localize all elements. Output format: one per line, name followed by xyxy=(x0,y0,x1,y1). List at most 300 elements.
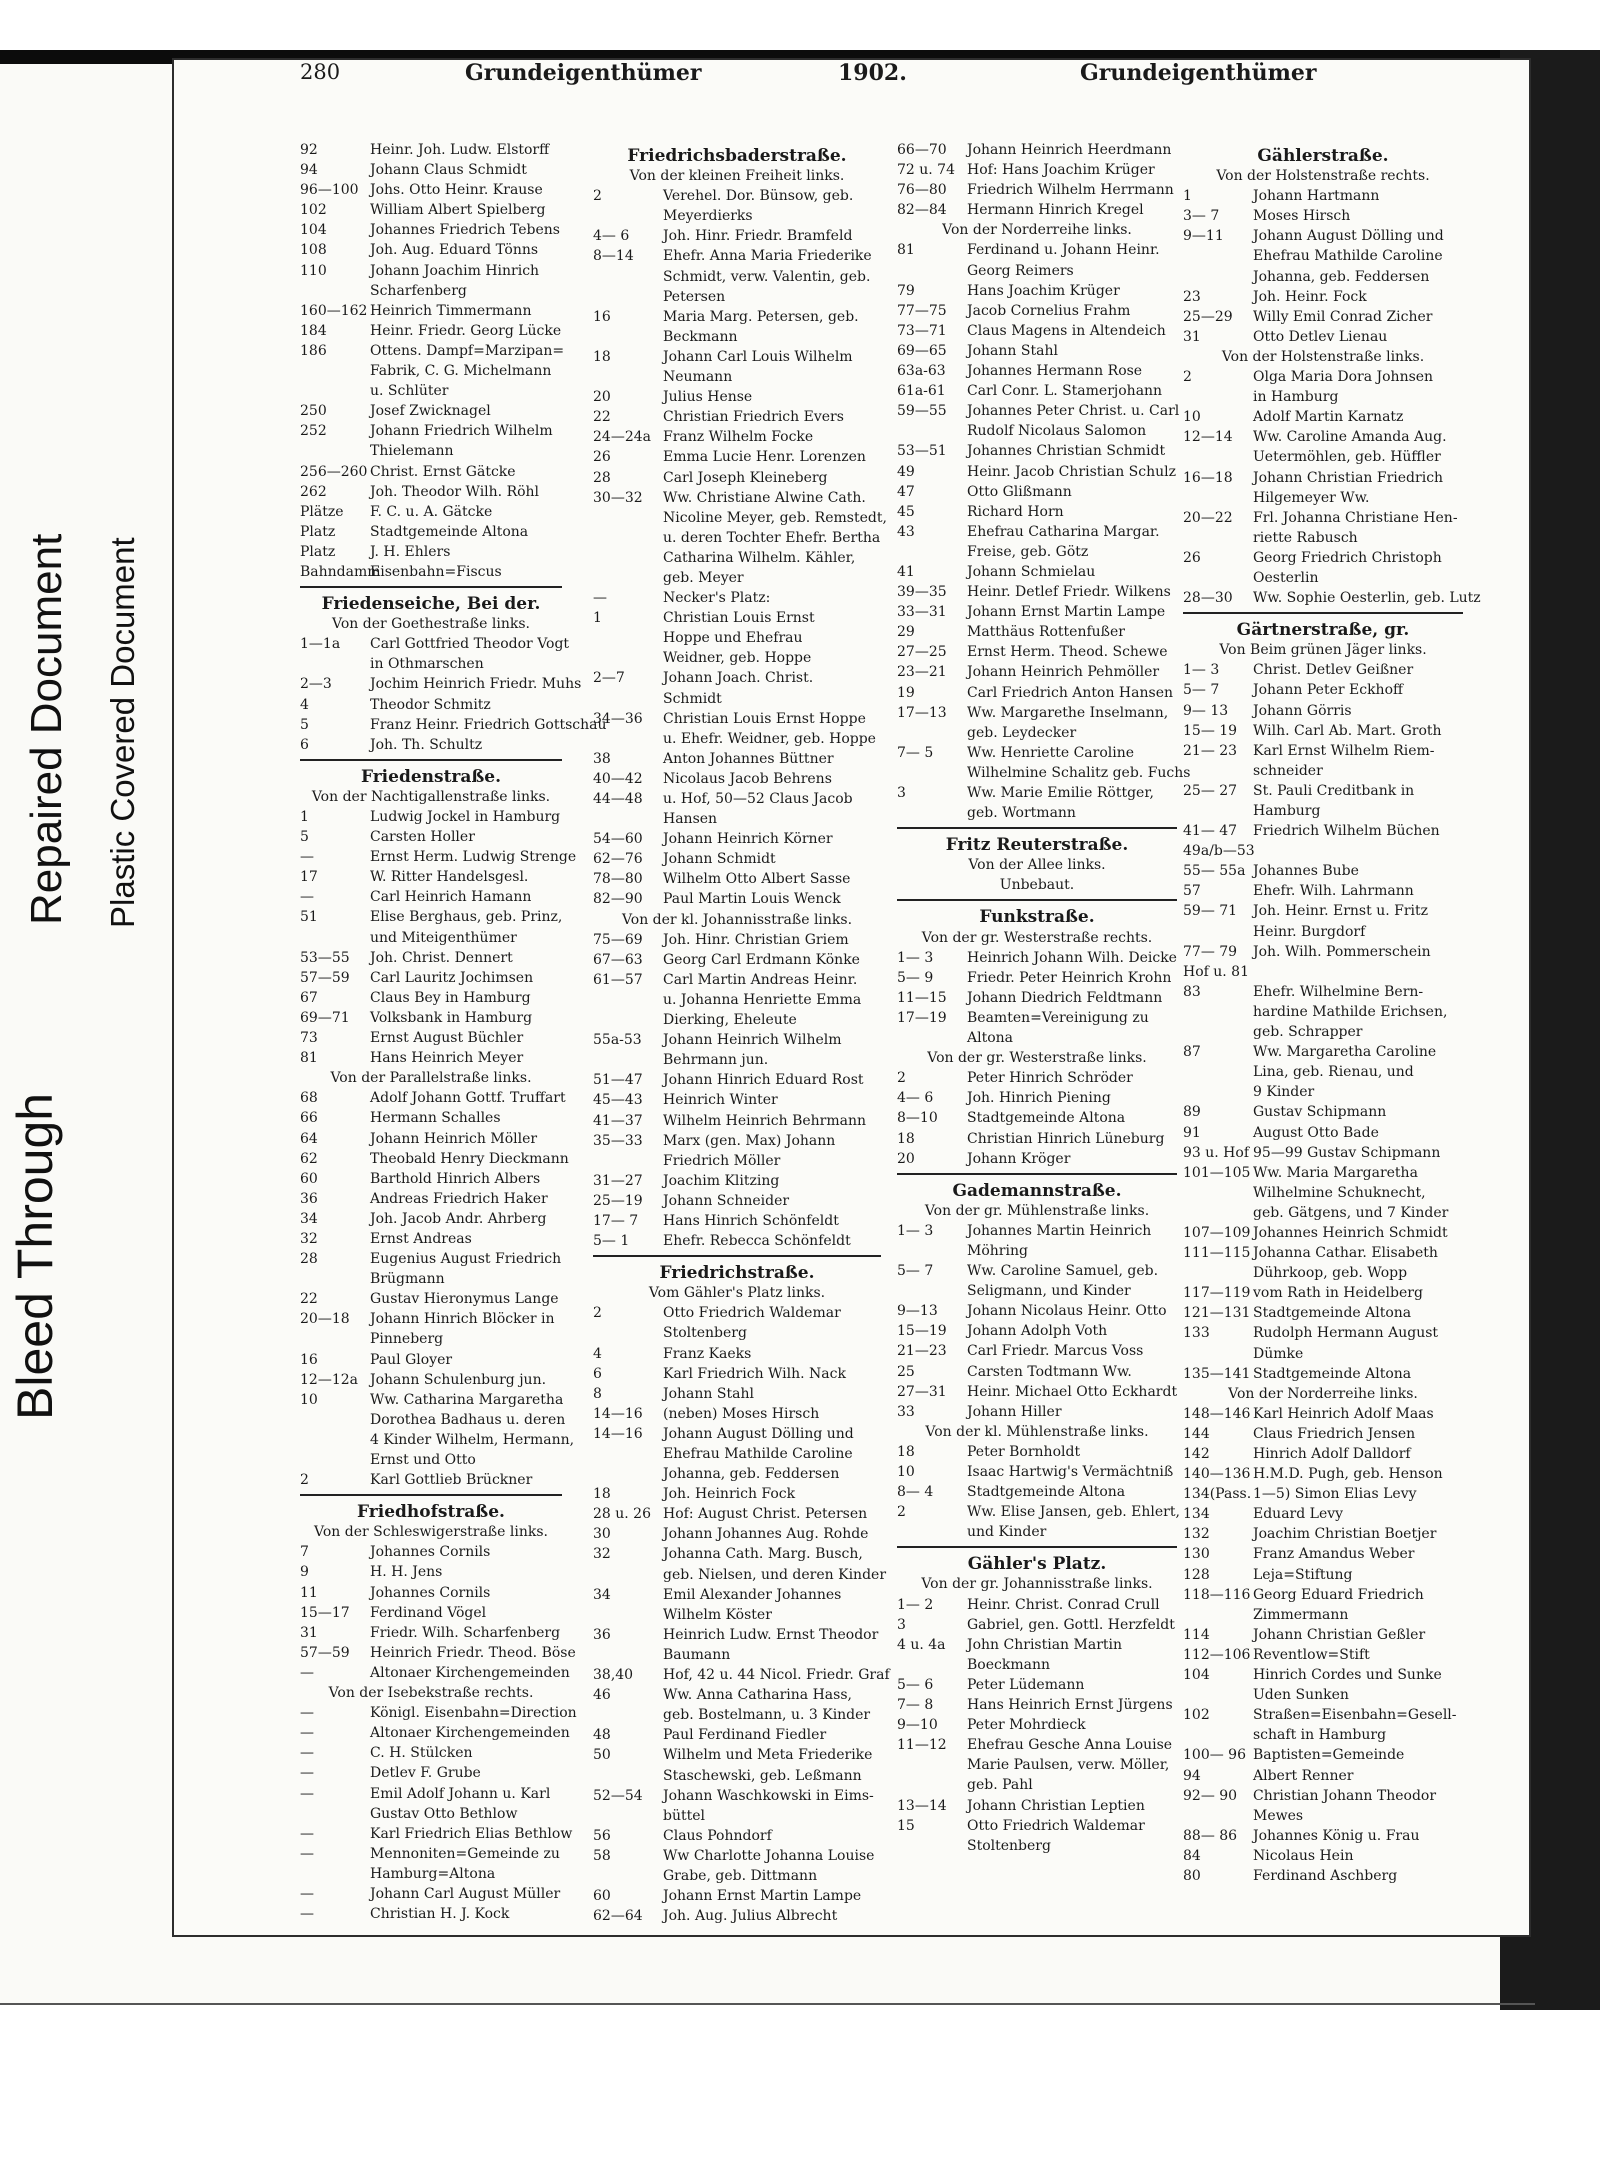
owner-name: Johann Johannes Aug. Rohde xyxy=(663,1526,869,1543)
owner-name: Brügmann xyxy=(370,1271,445,1288)
owner-entry xyxy=(1183,1183,1463,1203)
direction-note: Von der Isebekstraße rechts. xyxy=(328,1685,534,1702)
owner-name: John Christian Martin xyxy=(967,1636,1123,1653)
owner-name: Johann Kröger xyxy=(967,1150,1071,1167)
house-number: 11 xyxy=(300,1584,318,1601)
owner-entry xyxy=(593,1010,881,1030)
owner-entry xyxy=(300,1562,562,1582)
house-number: — xyxy=(300,1785,314,1802)
owner-entry xyxy=(1183,508,1463,528)
owner-name: Ww. Maria Margaretha xyxy=(1253,1164,1418,1181)
street-heading: Gärtnerstraße, gr. xyxy=(1236,620,1410,641)
owner-entry xyxy=(300,735,562,755)
owner-entry xyxy=(300,301,562,321)
owner-entry xyxy=(897,401,1180,421)
house-number: 18 xyxy=(593,1486,611,1503)
owner-entry xyxy=(897,1321,1177,1341)
house-number: 17—13 xyxy=(897,704,947,721)
owner-name: Ehefr. Anna Maria Friederike xyxy=(663,248,872,265)
owner-name: Ehefrau Gesche Anna Louise xyxy=(967,1737,1173,1754)
owner-name: Wilhelm Heinrich Behrmann xyxy=(663,1112,867,1129)
owner-entry xyxy=(300,1350,562,1370)
owner-name: Johann Görris xyxy=(1253,702,1352,719)
owner-name: Peter Hinrich Schröder xyxy=(967,1070,1133,1087)
house-number: 2 xyxy=(593,1305,602,1322)
owner-entry xyxy=(300,1048,562,1068)
owner-name: Catharina Wilhelm. Kähler, xyxy=(663,549,856,566)
owner-name: Claus Magens in Altendeich xyxy=(967,322,1166,339)
owner-entry xyxy=(300,847,577,867)
header-right-title: Grundeigenthümer xyxy=(1080,60,1317,86)
house-number: 31 xyxy=(1183,328,1201,345)
owner-name: H.M.D. Pugh, geb. Henson xyxy=(1253,1466,1443,1483)
owner-entry xyxy=(1183,781,1463,801)
owner-entry xyxy=(593,1565,887,1585)
owner-entry xyxy=(1183,680,1463,700)
house-number xyxy=(593,508,663,528)
house-number: 59—55 xyxy=(897,403,947,420)
owner-entry xyxy=(593,1111,881,1131)
owner-name: Johann Hinrich Blöcker in xyxy=(370,1311,555,1328)
owner-name: Stadtgemeinde Altona xyxy=(967,1110,1126,1127)
owner-entry xyxy=(593,347,881,367)
owner-name: Nicolaus Jacob Behrens xyxy=(663,770,832,787)
owner-entry xyxy=(300,867,562,887)
owner-entry xyxy=(897,662,1177,682)
owner-entry xyxy=(897,1675,1177,1695)
street-heading: Funkstraße. xyxy=(979,907,1095,928)
owner-entry xyxy=(1183,741,1463,761)
house-number: 30 xyxy=(593,1526,611,1543)
house-number: 5 xyxy=(300,716,309,733)
owner-entry xyxy=(897,1221,1177,1241)
house-number: 57—59 xyxy=(300,969,350,986)
owner-name: Ww. Elise Jansen, geb. Ehlert, xyxy=(967,1504,1180,1521)
house-number: 57 xyxy=(1183,883,1201,900)
owner-name: Joh. Wilh. Pommerschein xyxy=(1253,943,1431,960)
house-number: 27—31 xyxy=(897,1383,947,1400)
house-number: 75—69 xyxy=(593,931,643,948)
owner-name: Karl Friedrich Elias Bethlow xyxy=(370,1825,573,1842)
owner-name: u. Johanna Henriette Emma xyxy=(663,991,862,1008)
house-number: 9—10 xyxy=(897,1717,938,1734)
owner-entry xyxy=(1183,1605,1463,1625)
owner-entry xyxy=(897,301,1177,321)
house-number: 8— 4 xyxy=(897,1484,934,1501)
owner-name: Ww. Henriette Caroline xyxy=(967,744,1135,761)
house-number: 44—48 xyxy=(593,791,643,807)
owner-entry xyxy=(1183,1484,1463,1504)
owner-name: u. Schlüter xyxy=(370,383,449,400)
house-number: 8—14 xyxy=(593,248,634,265)
owner-name: Stoltenberg xyxy=(967,1837,1051,1854)
house-number: — xyxy=(300,1745,314,1762)
direction-note: Von der gr. Westerstraße links. xyxy=(927,1050,1147,1067)
owner-name: Joh. Christ. Dennert xyxy=(370,949,513,966)
house-number xyxy=(1183,267,1253,287)
house-number: 36 xyxy=(593,1626,611,1643)
house-number xyxy=(593,729,663,749)
owner-name: Ernst August Büchler xyxy=(370,1030,524,1047)
house-number: 140—136 xyxy=(1183,1466,1251,1483)
owner-entry xyxy=(300,968,562,988)
owner-name: Johann Carl August Müller xyxy=(370,1885,561,1902)
owner-entry xyxy=(1183,528,1463,548)
house-number: 4— 6 xyxy=(897,1090,934,1107)
house-number: 26 xyxy=(593,449,611,466)
owner-entry xyxy=(300,634,570,654)
owner-name: Freise, geb. Götz xyxy=(967,543,1089,560)
owner-name: Pinneberg xyxy=(370,1331,444,1348)
owner-entry xyxy=(897,1088,1177,1108)
owner-entry xyxy=(897,1755,1177,1775)
owner-entry xyxy=(593,1605,881,1625)
owner-entry xyxy=(593,1364,881,1384)
owner-entry xyxy=(897,1482,1177,1502)
owner-name: Richard Horn xyxy=(967,503,1064,520)
owner-name: Heinrich Johann Wilh. Deicke xyxy=(967,949,1177,966)
owner-name: Dorothea Badhaus u. deren xyxy=(370,1411,566,1428)
house-number: 80 xyxy=(1183,1867,1201,1884)
owner-name: Mewes xyxy=(1253,1807,1304,1824)
owner-entry xyxy=(300,654,562,674)
owner-entry xyxy=(300,1542,562,1562)
house-number: 47 xyxy=(897,483,915,500)
house-number: Bahndamm xyxy=(300,563,381,580)
owner-entry xyxy=(1183,1203,1463,1223)
owner-name: Joh. Aug. Eduard Tönns xyxy=(370,242,539,259)
owner-name xyxy=(1253,962,1463,982)
owner-name: Joh. Theodor Wilh. Röhl xyxy=(370,483,540,500)
owner-entry xyxy=(1183,922,1463,942)
owner-name: Carsten Holler xyxy=(370,829,475,846)
owner-entry xyxy=(300,1390,562,1410)
owner-entry xyxy=(300,1088,566,1108)
owner-entry xyxy=(300,140,562,160)
owner-name: Dümke xyxy=(1253,1345,1304,1362)
house-number: 83 xyxy=(1183,983,1201,1000)
owner-entry xyxy=(593,608,881,628)
owner-name: Ww. Anna Catharina Hass, xyxy=(663,1687,852,1704)
house-number: 1— 3 xyxy=(897,1222,934,1239)
owner-entry xyxy=(593,1211,881,1231)
owner-name: Ww Charlotte Johanna Louise xyxy=(663,1847,875,1864)
owner-entry xyxy=(593,1685,881,1705)
owner-name: Emil Adolf Johann u. Karl xyxy=(370,1785,551,1802)
house-number: 78—80 xyxy=(593,871,643,888)
house-number xyxy=(300,1410,370,1430)
house-number: 15— 19 xyxy=(1183,722,1238,739)
owner-entry xyxy=(300,695,562,715)
owner-entry xyxy=(1183,821,1463,841)
section-divider xyxy=(897,899,1177,901)
owner-name: Hinrich Adolf Dalldorf xyxy=(1253,1446,1411,1462)
owner-name: Barthold Hinrich Albers xyxy=(370,1170,541,1187)
house-number xyxy=(1183,1203,1253,1223)
owner-entry xyxy=(300,715,607,735)
owner-entry xyxy=(300,1370,562,1390)
owner-entry xyxy=(300,948,562,968)
house-number: 20—22 xyxy=(1183,509,1233,526)
house-number: 114 xyxy=(1183,1626,1210,1643)
direction-note: Von der Holstenstraße rechts. xyxy=(1216,168,1430,185)
house-number: 5— 7 xyxy=(897,1263,934,1280)
owner-name: Ferdinand u. Johann Heinr. xyxy=(967,242,1160,259)
owner-name: Reventlow=Stift xyxy=(1253,1646,1370,1663)
house-number: 21— 23 xyxy=(1183,742,1238,759)
house-number xyxy=(897,723,967,743)
owner-entry xyxy=(593,427,881,447)
owner-entry xyxy=(593,809,881,829)
owner-name: Heinr. Jacob Christian Schulz xyxy=(967,463,1177,480)
house-number: 24—24a xyxy=(593,429,651,446)
owner-name: Grabe, geb. Dittmann xyxy=(663,1867,818,1884)
header-left-title: Grundeigenthümer xyxy=(465,60,702,86)
column-2 xyxy=(593,140,890,1926)
house-number: 51 xyxy=(300,909,318,926)
owner-name: Hof, 42 u. 44 Nicol. Friedr. Graf xyxy=(663,1667,890,1684)
house-number xyxy=(1183,1062,1253,1082)
owner-entry xyxy=(1183,1102,1463,1122)
owner-name: Joh. Th. Schultz xyxy=(370,736,483,753)
owner-name: und Kinder xyxy=(967,1524,1047,1541)
owner-entry xyxy=(300,1410,566,1430)
house-number: 63a-63 xyxy=(897,363,946,380)
owner-entry xyxy=(593,1171,881,1191)
owner-entry xyxy=(1183,1504,1463,1524)
owner-entry xyxy=(897,1615,1177,1635)
owner-entry xyxy=(1183,588,1481,608)
owner-entry xyxy=(593,1464,881,1484)
owner-entry xyxy=(593,1484,881,1504)
house-number xyxy=(897,1655,967,1675)
owner-entry xyxy=(1183,1223,1463,1243)
house-number: 144 xyxy=(1183,1425,1210,1442)
owner-entry xyxy=(1183,1464,1463,1484)
owner-entry xyxy=(300,928,562,948)
owner-entry xyxy=(300,1229,562,1249)
owner-name: Johann August Dölling und xyxy=(663,1425,854,1442)
owner-name: Claus Bey in Hamburg xyxy=(370,989,531,1006)
house-number: 2—7 xyxy=(593,670,625,687)
owner-entry xyxy=(300,441,562,461)
house-number: 133 xyxy=(1183,1325,1210,1342)
direction-note: Von der Nachtigallenstraße links. xyxy=(311,788,551,805)
owner-entry xyxy=(1183,1745,1463,1765)
house-number: 19 xyxy=(897,684,915,701)
house-number: 20 xyxy=(897,1150,915,1167)
house-number: — xyxy=(300,1825,314,1842)
owner-entry xyxy=(1183,701,1463,721)
owner-name: Heinrich Timmermann xyxy=(370,302,532,319)
owner-entry xyxy=(300,1824,573,1844)
owner-entry xyxy=(897,1502,1180,1522)
owner-entry xyxy=(300,1129,562,1149)
house-number: 5 xyxy=(300,829,309,846)
house-number: 59— 71 xyxy=(1183,903,1238,920)
owner-entry xyxy=(300,1209,562,1229)
owner-entry xyxy=(593,628,881,648)
house-number xyxy=(593,367,663,387)
owner-name: Adolf Martin Karnatz xyxy=(1253,409,1404,426)
owner-name xyxy=(1253,841,1463,861)
owner-name: Joachim Klitzing xyxy=(663,1172,780,1189)
owner-name: Johannes Cornils xyxy=(370,1584,491,1601)
owner-entry xyxy=(897,441,1177,461)
owner-entry xyxy=(897,1402,1177,1422)
owner-name: Joh. Jacob Andr. Ahrberg xyxy=(370,1210,547,1227)
owner-entry xyxy=(897,1715,1177,1735)
house-number: 45—43 xyxy=(593,1092,643,1109)
owner-entry xyxy=(300,1450,562,1470)
owner-name: Johann Hartmann xyxy=(1253,188,1380,205)
owner-entry xyxy=(300,1763,562,1783)
owner-entry xyxy=(300,562,562,582)
house-number: 57—59 xyxy=(300,1644,350,1661)
owner-entry xyxy=(300,361,562,381)
house-number: 9—13 xyxy=(897,1303,938,1320)
owner-name: Karl Heinrich Adolf Maas xyxy=(1253,1405,1434,1422)
house-number: 250 xyxy=(300,403,327,420)
owner-entry xyxy=(593,1504,881,1524)
owner-name: Johann Schmielau xyxy=(967,563,1096,580)
owner-entry xyxy=(897,602,1177,622)
owner-name: C. H. Stülcken xyxy=(370,1745,473,1762)
owner-name: Paul Martin Louis Wenck xyxy=(663,891,841,908)
house-number: 16—18 xyxy=(1183,469,1233,486)
owner-entry xyxy=(1183,246,1463,266)
house-number xyxy=(897,803,967,823)
owner-entry xyxy=(300,1189,562,1209)
owner-name: Wilhelm Köster xyxy=(663,1606,772,1623)
owner-name: Baumann xyxy=(663,1646,731,1663)
owner-name: Joh. Heinr. Ernst u. Fritz xyxy=(1253,903,1428,920)
owner-entry xyxy=(1183,447,1463,467)
house-number: 67 xyxy=(300,989,318,1006)
owner-entry xyxy=(897,723,1177,743)
owner-name: Johann Carl Louis Wilhelm xyxy=(663,348,853,365)
owner-name: geb. Nielsen, und deren Kinder xyxy=(663,1566,887,1583)
owner-name: Johann Adolph Voth xyxy=(967,1323,1108,1340)
house-number: 77— 79 xyxy=(1183,943,1238,960)
house-number: — xyxy=(300,1765,314,1782)
house-number: 49 xyxy=(897,463,915,480)
house-number: 1—1a xyxy=(300,636,341,653)
house-number xyxy=(1183,1022,1253,1042)
owner-name: geb. Schrapper xyxy=(1253,1024,1363,1041)
owner-entry xyxy=(1183,1022,1463,1042)
owner-name: Otto Friedrich Waldemar xyxy=(967,1817,1145,1834)
section-divider xyxy=(897,1546,1177,1548)
owner-entry xyxy=(300,1904,562,1924)
owner-entry xyxy=(897,1028,1177,1048)
house-number xyxy=(300,654,370,674)
owner-name: Joh. Hinr. Christian Griem xyxy=(663,931,849,948)
owner-entry xyxy=(1183,721,1463,741)
house-number xyxy=(1183,1685,1253,1705)
owner-name: Andreas Friedrich Haker xyxy=(370,1190,548,1207)
owner-entry xyxy=(897,1341,1177,1361)
owner-name: Johann Heinrich Wilhelm xyxy=(663,1032,842,1049)
house-number xyxy=(897,1775,967,1795)
house-number xyxy=(1183,447,1253,467)
owner-entry xyxy=(897,1068,1177,1088)
owner-entry xyxy=(593,528,881,548)
owner-entry xyxy=(593,889,881,909)
owner-name: Johanna, geb. Feddersen xyxy=(1253,268,1430,285)
owner-name: Johannes Hermann Rose xyxy=(967,363,1143,380)
direction-note: Von der kleinen Freiheit links. xyxy=(629,168,845,185)
house-number: 22 xyxy=(300,1291,318,1308)
house-number: 41— 47 xyxy=(1183,823,1238,840)
owner-name: Wilhelmine Schalitz geb. Fuchs xyxy=(967,764,1191,781)
house-number xyxy=(300,1864,370,1884)
house-number: 88— 86 xyxy=(1183,1827,1238,1844)
owner-entry xyxy=(593,1344,881,1364)
owner-entry xyxy=(593,1806,881,1826)
owner-entry xyxy=(1183,1866,1463,1886)
owner-entry xyxy=(593,387,881,407)
owner-name: Claus Friedrich Jensen xyxy=(1253,1425,1416,1442)
owner-name: Johann Stahl xyxy=(967,342,1058,359)
direction-note: Von der Norderreihe links. xyxy=(942,222,1132,239)
direction-note: Von der gr. Johannisstraße links. xyxy=(921,1576,1153,1593)
house-number: 102 xyxy=(1183,1707,1210,1724)
owner-entry xyxy=(300,1269,562,1289)
owner-entry xyxy=(593,829,881,849)
owner-entry xyxy=(593,1585,881,1605)
owner-entry xyxy=(1183,1283,1463,1303)
house-number: 252 xyxy=(300,423,327,440)
owner-entry xyxy=(1183,367,1463,387)
owner-name: Johann Christian Geßler xyxy=(1253,1626,1426,1643)
owner-name: Johannes Bube xyxy=(1253,863,1359,880)
house-number: 15 xyxy=(897,1817,915,1834)
owner-name: Peter Bornholdt xyxy=(967,1443,1081,1460)
owner-name: Hans Hinrich Schönfeldt xyxy=(663,1212,839,1229)
owner-entry xyxy=(300,1169,562,1189)
owner-name: Frl. Johanna Christiane Hen- xyxy=(1253,509,1458,526)
section-divider xyxy=(897,827,1177,829)
house-number: — xyxy=(300,1705,314,1722)
owner-name: Christ. Ernst Gätcke xyxy=(370,463,516,480)
owner-entry xyxy=(897,948,1177,968)
house-number: 64 xyxy=(300,1130,318,1147)
owner-name: Heinr. Detlef Friedr. Wilkens xyxy=(967,584,1171,601)
owner-name: Johann Joachim Hinrich xyxy=(370,262,540,279)
house-number xyxy=(1183,568,1253,588)
house-number: 34 xyxy=(593,1586,611,1603)
house-number: — xyxy=(300,849,314,866)
owner-name: Johannes Christian Schmidt xyxy=(967,443,1166,460)
owner-entry xyxy=(1183,1042,1463,1062)
owner-entry xyxy=(593,1846,881,1866)
house-number: 2 xyxy=(300,1472,309,1489)
owner-entry xyxy=(1183,1766,1463,1786)
owner-entry xyxy=(300,1249,562,1269)
house-number: 18 xyxy=(593,348,611,365)
owner-entry xyxy=(897,1816,1177,1836)
section-divider xyxy=(300,1494,562,1496)
owner-name: Ferdinand Vögel xyxy=(370,1604,487,1621)
house-number: 29 xyxy=(897,624,915,641)
owner-entry xyxy=(897,1655,1177,1675)
owner-entry xyxy=(1183,468,1463,488)
owner-name: Johanna, geb. Feddersen xyxy=(663,1466,840,1483)
column-4 xyxy=(1183,140,1481,1886)
owner-entry xyxy=(1183,942,1463,962)
owner-entry xyxy=(300,1430,575,1450)
